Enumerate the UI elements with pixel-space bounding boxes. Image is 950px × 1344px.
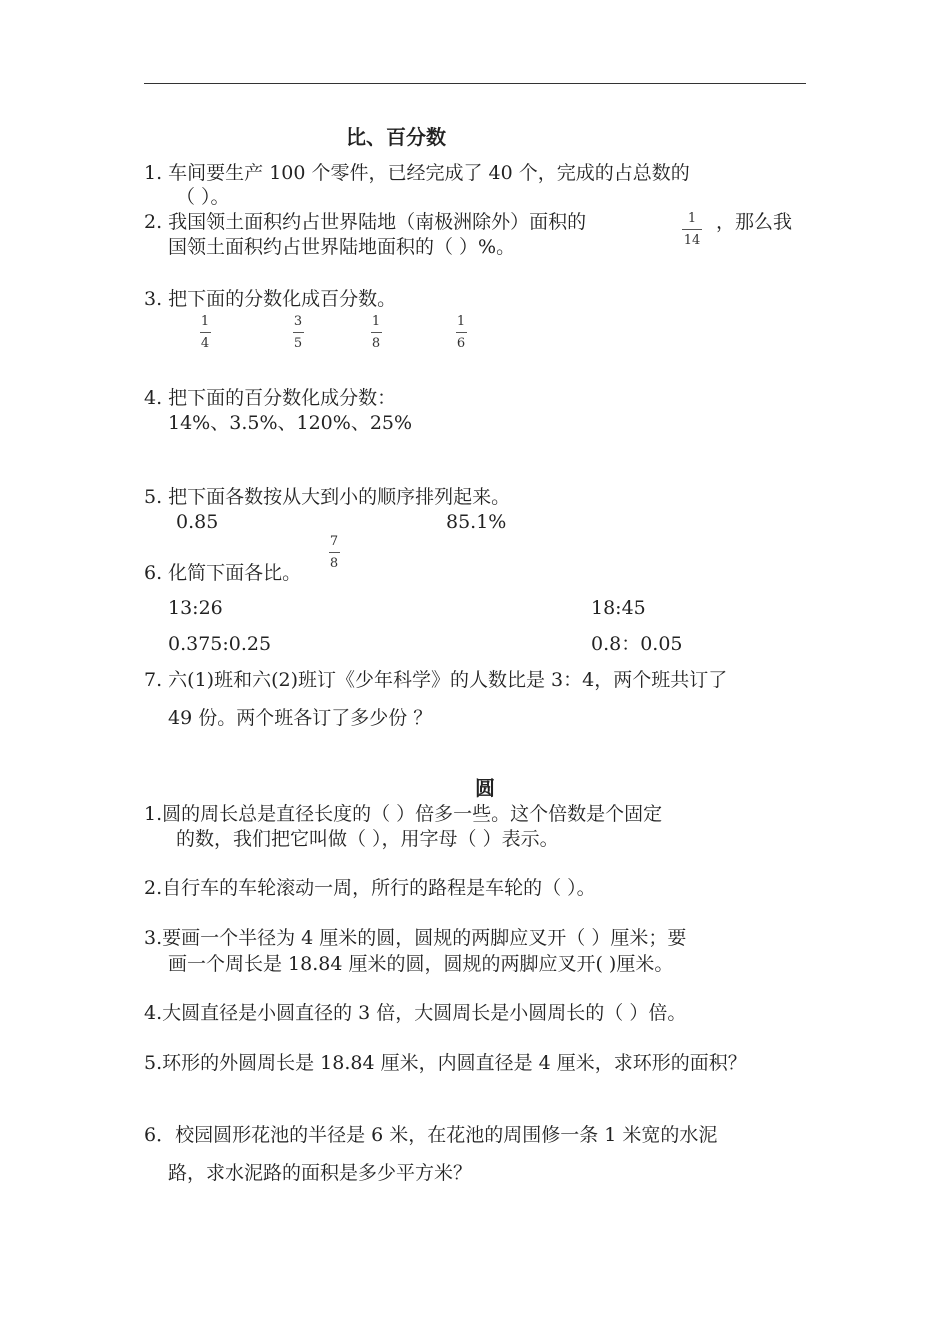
fraction-denominator: 8	[329, 556, 339, 571]
q3-fraction-4	[449, 314, 473, 351]
q2-line2: 国领土面积约占世界陆地面积的（ ）%。	[168, 236, 516, 258]
q6-text: 6. 化简下面各比。	[144, 562, 302, 584]
fraction-bar	[456, 332, 467, 333]
fraction-numerator: 3	[293, 314, 303, 329]
q3-fraction-2	[286, 314, 310, 351]
q7-line1: 7. 六(1)班和六(2)班订《少年科学》的人数比是 3：4，两个班共订了	[144, 669, 728, 691]
fraction-denominator: 4	[200, 336, 210, 351]
q1-line2: （ ）。	[176, 186, 230, 208]
fraction-numerator: 7	[329, 534, 339, 549]
q6-ratio-a: 13:26	[168, 597, 223, 619]
q3-fraction-1	[193, 314, 217, 351]
fraction-numerator: 1	[200, 314, 210, 329]
q5-value-b: 85.1%	[446, 511, 507, 533]
fraction-bar	[371, 332, 382, 333]
q2-line1: 2. 我国领土面积约占世界陆地（南极洲除外）面积的	[144, 211, 587, 233]
q3-text: 3. 把下面的分数化成百分数。	[144, 288, 397, 310]
fraction-bar	[200, 332, 211, 333]
q1-line1: 1. 车间要生产 100 个零件，已经完成了 40 个，完成的占总数的	[144, 162, 690, 184]
circle-q6-line1: 6．校园圆形花池的半径是 6 米，在花池的周围修一条 1 米宽的水泥	[144, 1124, 718, 1146]
q6-ratio-d: 0.8：0.05	[591, 633, 683, 655]
section-title-circle: 圆	[475, 776, 495, 800]
fraction-denominator: 14	[683, 233, 701, 248]
fraction-numerator: 1	[371, 314, 381, 329]
circle-q5-text: 5.环形的外圆周长是 18.84 厘米，内圆直径是 4 厘米，求环形的面积？	[144, 1052, 747, 1074]
circle-q1-line2: 的数，我们把它叫做（ ），用字母（ ）表示。	[176, 828, 559, 850]
q4-values: 14%、3.5%、120%、25%	[168, 412, 413, 434]
circle-q6-line2: 路，求水泥路的面积是多少平方米？	[168, 1162, 473, 1184]
q2-fraction	[680, 211, 704, 248]
q5-fraction	[322, 534, 346, 571]
fraction-bar	[329, 552, 340, 553]
q5-value-a: 0.85	[176, 511, 219, 533]
fraction-numerator: 1	[687, 211, 697, 226]
q4-text: 4. 把下面的百分数化成分数：	[144, 387, 397, 409]
q2-line1-tail: ，那么我	[716, 211, 793, 233]
q6-ratio-c: 0.375:0.25	[168, 633, 272, 655]
circle-q3-line1: 3.要画一个半径为 4 厘米的圆，圆规的两脚应叉开（ ）厘米；要	[144, 927, 687, 949]
circle-q4-text: 4.大圆直径是小圆直径的 3 倍，大圆周长是小圆周长的（ ）倍。	[144, 1002, 687, 1024]
circle-q1-line1: 1.圆的周长总是直径长度的（ ）倍多一些。这个倍数是个固定	[144, 803, 663, 825]
circle-q3-line2: 画一个周长是 18.84 厘米的圆，圆规的两脚应叉开( )厘米。	[168, 953, 674, 975]
fraction-denominator: 5	[293, 336, 303, 351]
circle-q2-text: 2.自行车的车轮滚动一周，所行的路程是车轮的（ ）。	[144, 877, 596, 899]
header-rule	[144, 83, 806, 84]
q5-text: 5. 把下面各数按从大到小的顺序排列起来。	[144, 486, 511, 508]
fraction-denominator: 8	[371, 336, 381, 351]
q7-line2: 49 份。两个班各订了多少份 ？	[168, 707, 433, 729]
fraction-numerator: 1	[456, 314, 466, 329]
q3-fraction-3	[364, 314, 388, 351]
section-title-ratio-percent: 比、百分数	[346, 125, 446, 149]
fraction-denominator: 6	[456, 336, 466, 351]
fraction-bar	[682, 229, 702, 230]
q6-ratio-b: 18:45	[591, 597, 646, 619]
fraction-bar	[293, 332, 304, 333]
